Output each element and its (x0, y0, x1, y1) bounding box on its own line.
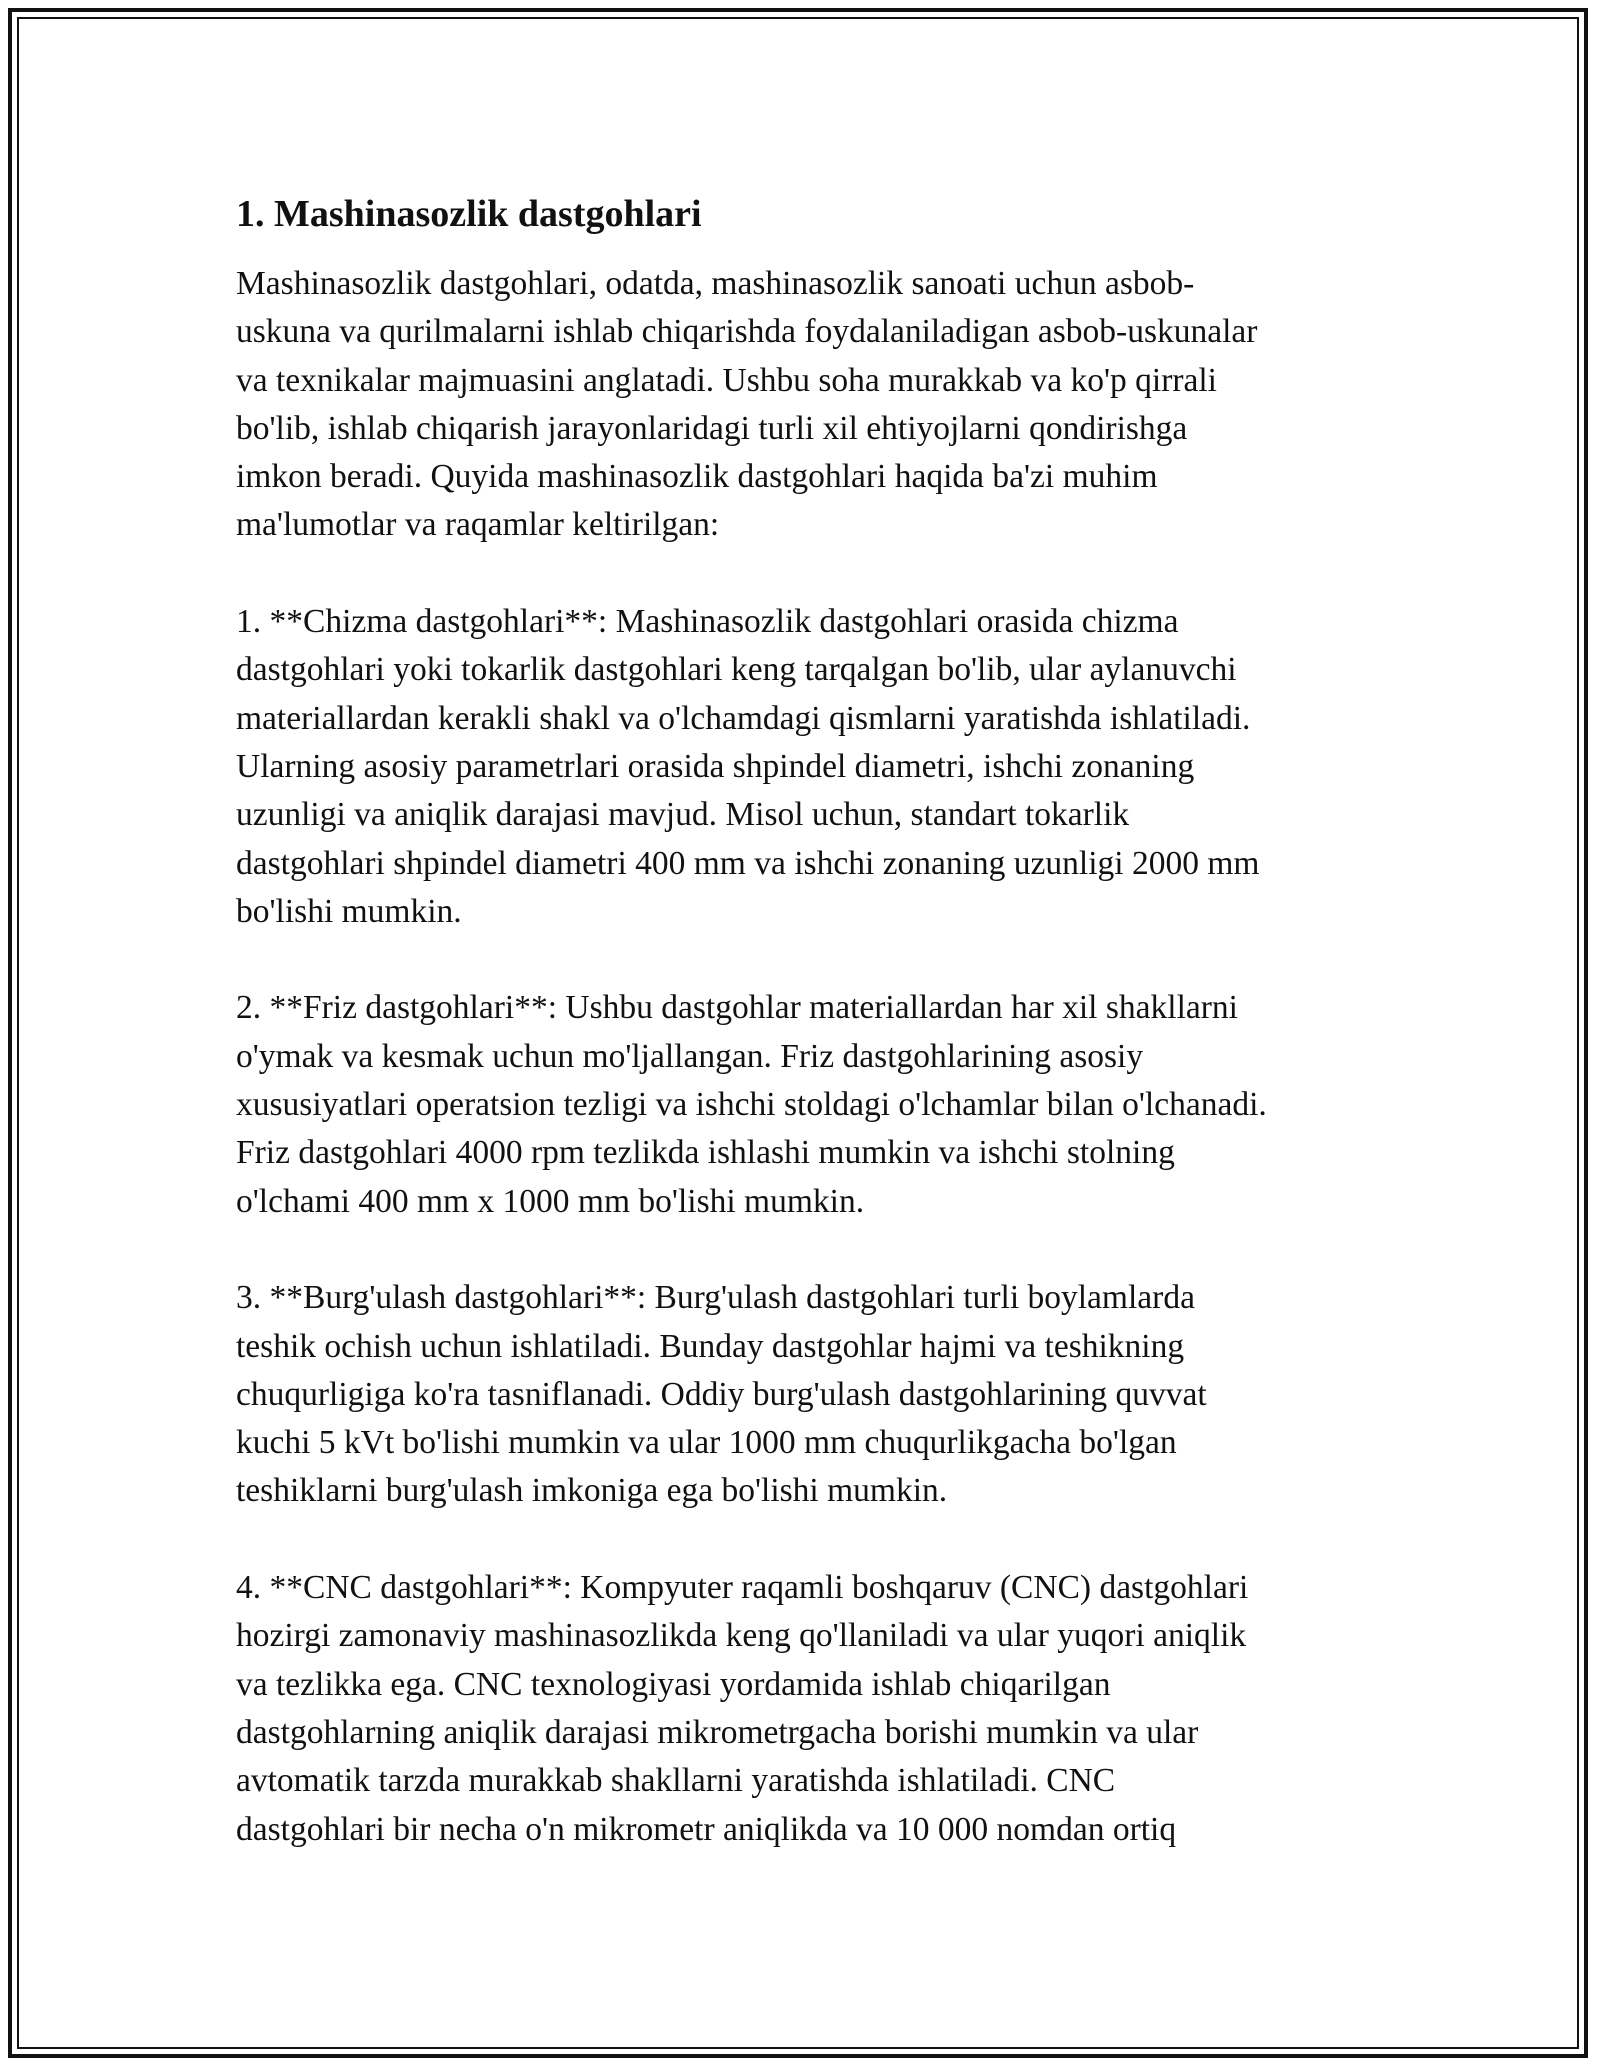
document-title: 1. Mashinasozlik dastgohlari (236, 193, 702, 235)
paragraph-intro (236, 260, 1376, 550)
text-line: teshiklarni burg'ulash imkoniga ega bo'lishi mumkin. (236, 1472, 948, 1510)
text-line: uskuna va qurilmalarni ishlab chiqarishda foydalaniladigan asbob-uskunalar (236, 313, 1258, 351)
text-line: o'lchami 400 mm x 1000 mm bo'lishi mumkin. (236, 1182, 865, 1220)
text-line: Mashinasozlik dastgohlari, odatda, mashinasozlik sanoati uchun asbob- (236, 265, 1195, 302)
text-line: uzunligi va aniqlik darajasi mavjud. Misol uchun, standart tokarlik (236, 796, 1130, 834)
text-line: teshik ochish uchun ishlatiladi. Bunday dastgohlar hajmi va teshikning (236, 1327, 1185, 1365)
paragraph-item-1 (236, 598, 1376, 936)
text-line: bo'lib, ishlab chiqarish jarayonlaridagi turli xil ehtiyojlarni qondirishga (236, 409, 1188, 447)
text-line: dastgohlarning aniqlik darajasi mikrometrgacha borishi mumkin va ular (236, 1713, 1199, 1751)
document-body (236, 186, 1376, 1902)
text-line: ma'lumotlar va raqamlar keltirilgan: (236, 506, 720, 544)
text-line: 1. **Chizma dastgohlari**: Mashinasozlik dastgohlari orasida chizma (236, 603, 1179, 641)
paragraph-item-2 (236, 984, 1376, 1225)
text-line: hozirgi zamonaviy mashinasozlikda keng qo'llaniladi va ular yuqori aniqlik (236, 1617, 1247, 1655)
text-line: avtomatik tarzda murakkab shakllarni yaratishda ishlatiladi. CNC (236, 1762, 1116, 1800)
text-line: kuchi 5 kVt bo'lishi mumkin va ular 1000 mm chuqurlikgacha bo'lgan (236, 1424, 1177, 1462)
text-line: o'ymak va kesmak uchun mo'ljallangan. Friz dastgohlarining asosiy (236, 1037, 1144, 1075)
text-line: xususiyatlari operatsion tezligi va ishchi stoldagi o'lchamlar bilan o'lchanadi. (236, 1086, 1267, 1124)
text-line: dastgohlari yoki tokarlik dastgohlari keng tarqalgan bo'lib, ular aylanuvchi (236, 651, 1237, 689)
text-line: va tezlikka ega. CNC texnologiyasi yordamida ishlab chiqarilgan (236, 1665, 1111, 1703)
text-line: va texnikalar majmuasini anglatadi. Ushbu soha murakkab va ko'p qirrali (236, 361, 1217, 399)
text-line: Friz dastgohlari 4000 rpm tezlikda ishlashi mumkin va ishchi stolning (236, 1134, 1175, 1172)
text-line: dastgohlari bir necha o'n mikrometr aniqlikda va 10 000 nomdan ortiq (236, 1810, 1177, 1848)
text-line: 3. **Burg'ulash dastgohlari**: Burg'ulash dastgohlari turli boylamlarda (236, 1279, 1195, 1317)
text-line: materiallardan kerakli shakl va o'lchamdagi qismlarni yaratishda ishlatiladi. (236, 699, 1251, 737)
text-line: imkon beradi. Quyida mashinasozlik dastgohlari haqida ba'zi muhim (236, 458, 1158, 496)
text-line: 4. **CNC dastgohlari**: Kompyuter raqamli boshqaruv (CNC) dastgohlari (236, 1569, 1249, 1607)
paragraph-item-4 (236, 1564, 1376, 1854)
text-line: 2. **Friz dastgohlari**: Ushbu dastgohlar materiallardan har xil shakllarni (236, 989, 1238, 1027)
text-line: bo'lishi mumkin. (236, 892, 462, 930)
text-line: chuqurligiga ko'ra tasniflanadi. Oddiy burg'ulash dastgohlarining quvvat (236, 1375, 1207, 1413)
text-line: Ularning asosiy parametrlari orasida shpindel diametri, ishchi zonaning (236, 747, 1195, 785)
text-line: dastgohlari shpindel diametri 400 mm va ishchi zonaning uzunligi 2000 mm (236, 844, 1260, 882)
paragraph-item-3 (236, 1274, 1376, 1515)
